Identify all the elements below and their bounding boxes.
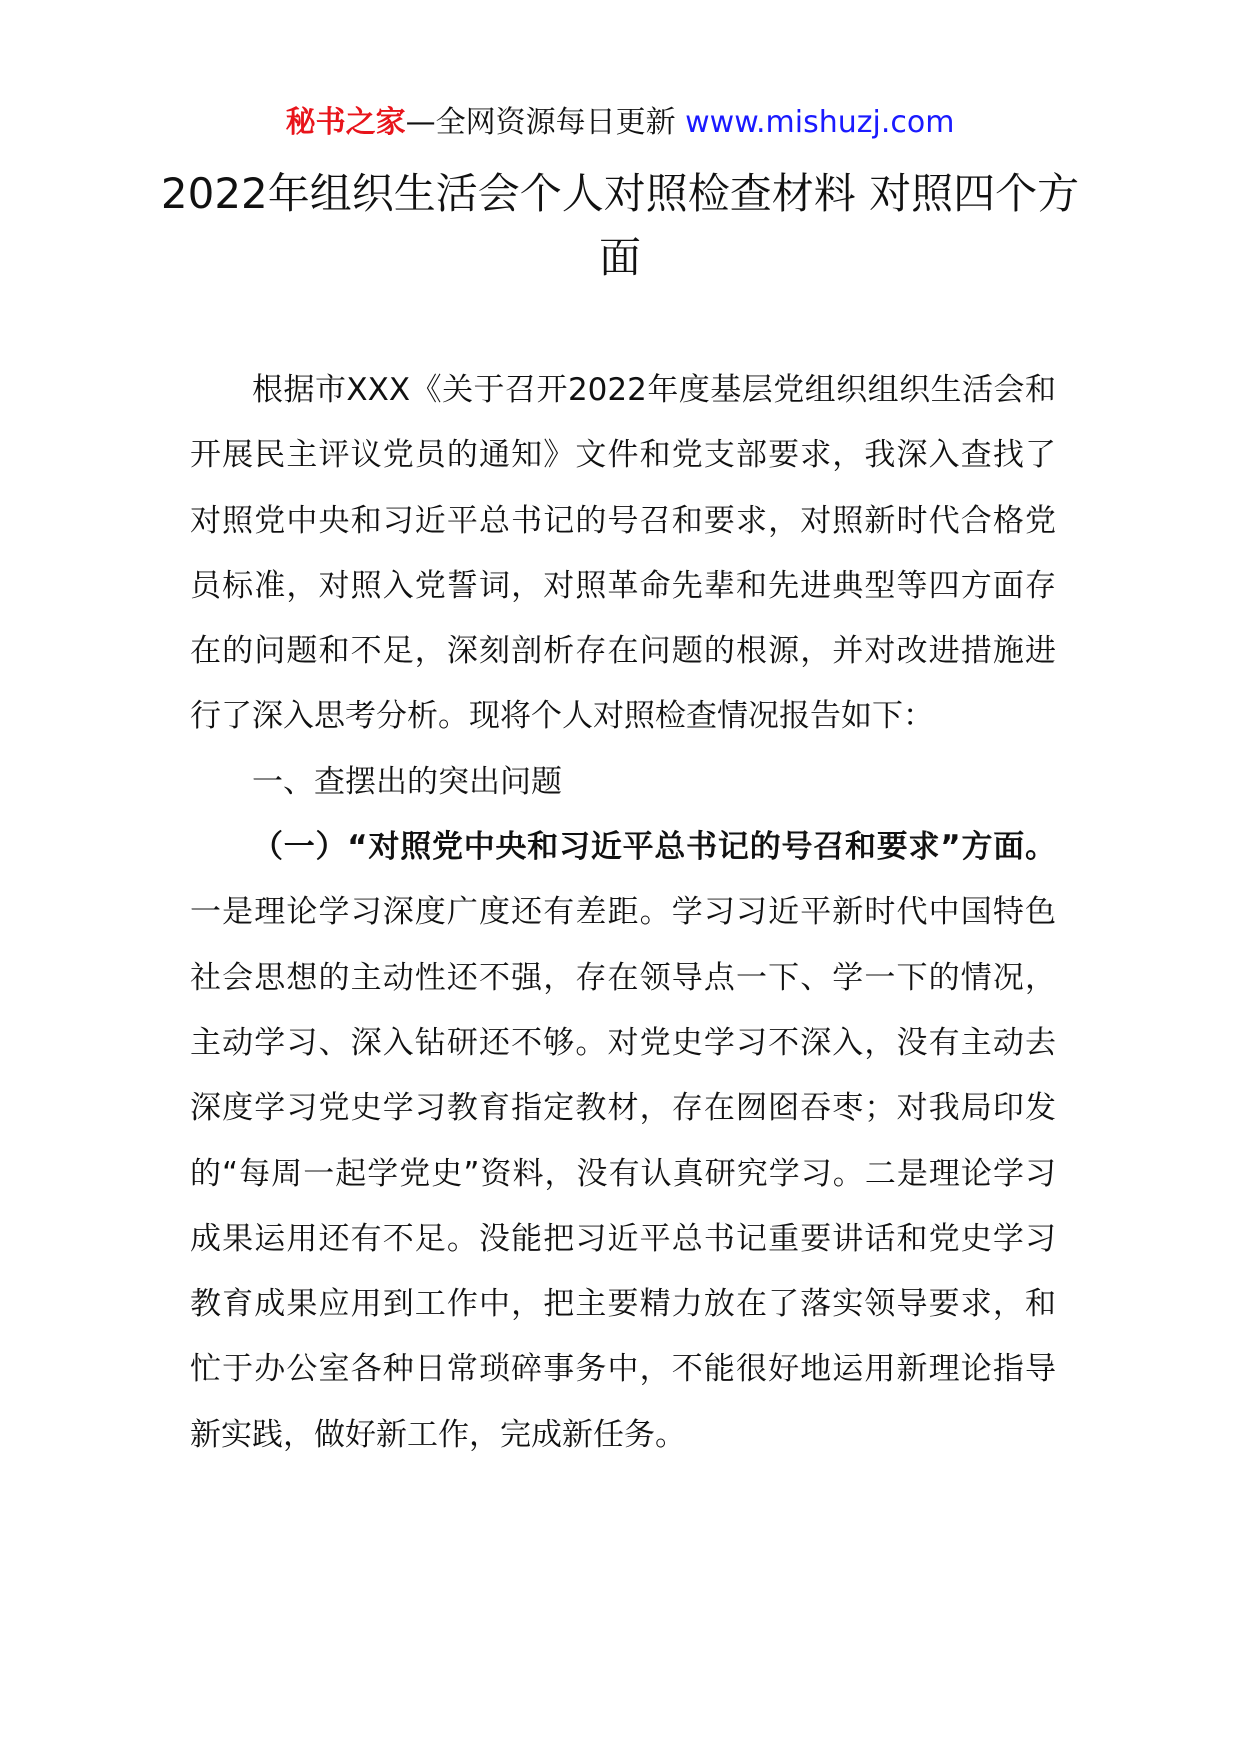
subsection-body: 一是理论学习深度广度还有差距。学习习近平新时代中国特色社会思想的主动性还不强，存在领导点一下、学一下的情况，主动学习、深入钻研还不够。对党史学习不深入，没有主动去深度学习党史学习教育指定教材，存在囫囵吞枣；对我局印发的“每周一起学党史”资料，没有认真研究学习。二是理论学习成果运用还有不足。没能把习近平总书记重要讲话和党史学习教育成果应用到工作中，把主要精力放在了落实领导要求，和忙于办公室各种日常琐碎事务中，不能很好地运用新理论指导新实践，做好新工作，完成新任务。: [190, 894, 1056, 1453]
site-url-link[interactable]: www.mishuzj.com: [685, 105, 955, 140]
document-title: 2022年组织生活会个人对照检查材料 对照四个方面: [160, 169, 1080, 282]
brand-name: 秘书之家: [285, 105, 406, 140]
site-header: [0, 100, 1240, 146]
intro-paragraph: 根据市XXX《关于召开2022年度基层党组织组织生活会和开展民主评议党员的通知》文件和党支部要求，我深入查找了对照党中央和习近平总书记的号召和要求，对照新时代合格党员标准，对照入党誓词，对照革命先辈和先进典型等四方面存在的问题和不足，深刻剖析存在问题的根源，并对改进措施进行了深入思考分析。现将个人对照检查情况报告如下：: [190, 372, 1056, 735]
subsection-heading: （一）“对照党中央和习近平总书记的号召和要求”方面。: [252, 829, 1056, 866]
document-body: [190, 358, 1056, 1468]
section-heading: 一、查摆出的突出问题: [252, 763, 562, 800]
header-tagline: —全网资源每日更新: [405, 105, 686, 140]
subsection-paragraph: [190, 815, 1056, 1468]
